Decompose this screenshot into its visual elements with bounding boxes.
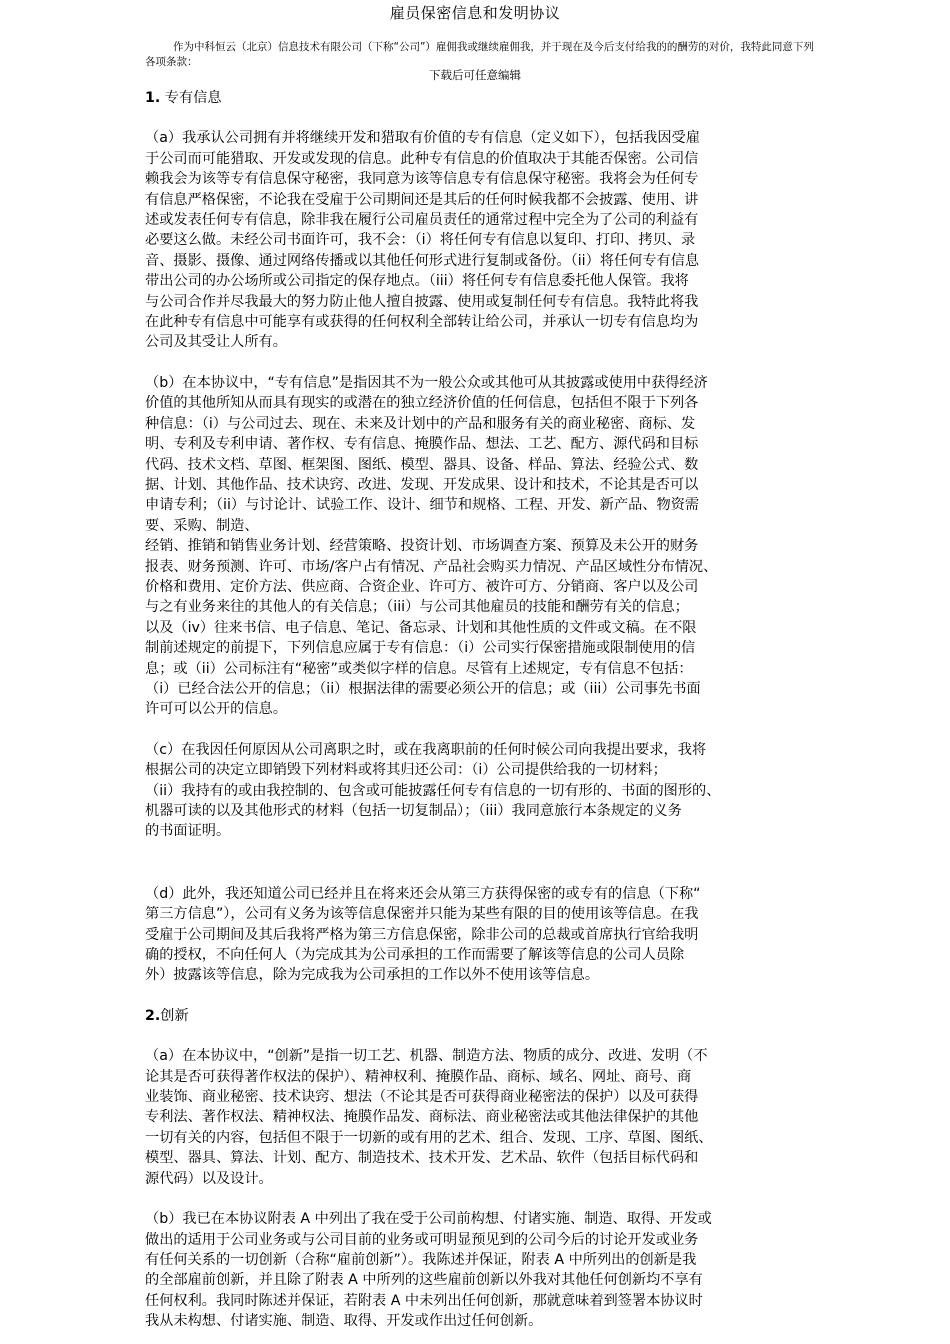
section-title: 专有信息: [160, 90, 222, 106]
clause-2b: （b）我已在本协议附表 A 中列出了我在受于公司前构想、付诸实施、制造、取得、开发或 做出的适用于公司业务或与公司目前的业务或可明显预见到的公司今后的讨论开发或业务 有任何关系的一切创新（合称“雇前创新”）。我陈述并保证，附表 A 中所列出的创新是我 的全部雇前创新，并且除了附表 A 中所列的这些雇前创新以外我对其他任何创新均不享有 任何权利。我同时陈述并保证，若附表 A 中未列出任何创新，那就意味着到签署本协议时 我从未构想、付诸实施、制造、取得、开发或作出过任何创新。: [145, 1211, 712, 1330]
section-title: 创新: [160, 1007, 189, 1024]
clause-1b: （b）在本协议中，“专有信息”是指因其不为一般公众或其他可从其披露或使用中获得经济 价值的其他所知从而具有现实的或潜在的独立经济价值的任何信息，包括但不限于下列各 种信息：（i）与公司过去、现在、未来及计划中的产品和服务有关的商业秘密、商标、发 明、专利及专利申请、著作权、专有信息、掩膜作品、想法、工艺、配方、源代码和目标 代码、技术文档、草图、框架图、图纸、模型、器具、设备、样品、算法、经验公式、数 据、计划、其他作品、技术诀窍、改进、发现、开发成果、设计和技术，不论其是否可以 申请专利；（ii）与讨论计、试验工作、设计、细节和规格、工程、开发、新产品、物资需 要、采购、制造、 经销、推销和销售业务计划、经营策略、投资计划、市场调查方案、预算及未公开的财务 报表、财务预测、许可、市场/客户占有情况、产品社会购买力情况、产品区域性分布情况、 价格和费用、定价方法、供应商、合资企业、许可方、被许可方、分销商、客户以及公司 与之有业务来往的其他人的有关信息；（iii）与公司其他雇员的技能和酬劳有关的信息； 以及（iv）往来书信、电子信息、笔记、备忘录、计划和其他性质的文件或文稿。在不限 制前述规定的前提下，下列信息应属于专有信息：（i）公司实行保密措施或限制使用的信 息；或（ii）公司标注有“秘密”或类似字样的信息。尽管有上述规定，专有信息不包括： （i）已经合法公开的信息；（ii）根据法律的需要必须公开的信息；或（iii）公司事先书面 许可可以公开的信息。: [145, 374, 718, 718]
intro-paragraph: 作为中科恒云（北京）信息技术有限公司（下称“公司”）雇佣我或继续雇佣我，并于现在及今后支付给我的的酬劳的对价，我特此同意下列各项条款：: [145, 41, 814, 68]
section-heading-2: [145, 1006, 813, 1026]
section-number: 2.: [145, 1007, 161, 1024]
edit-note: 下载后可任意编辑: [429, 68, 521, 82]
clause-1d: （d）此外，我还知道公司已经并且在将来还会从第三方获得保密的或专有的信息（下称“ 第三方信息”），公司有义务为该等信息保密并只能为某些有限的目的使用该等信息。在我 受雇于公司期间及其后我将严格为第三方信息保密，除非公司的总裁或首席执行官给我明 确的授权，不向任何人（为完成其为公司承担的工作而需要了解该等信息的公司人员除 外）披露该等信息，除为完成我为公司承担的工作以外不使用该等信息。: [145, 885, 701, 984]
clause-2a: （a）在本协议中，“创新”是指一切工艺、机器、制造方法、物质的成分、改进、发明（不 论其是否可获得著作权法的保护）、精神权利、掩膜作品、商标、域名、网址、商号、商 业装饰、商业秘密、技术诀窍、想法（不论其是否可获得商业秘密法的保护）以及可获得 专利法、著作权法、精神权法、掩膜作品发、商标法、商业秘密法或其他法律保护的其他 一切有关的内容，包括但不限于一切新的或有用的艺术、组合、发现、工序、草图、图纸、 模型、器具、算法、计划、配方、制造技术、技术开发、艺术品、软件（包括目标代码和 源代码）以及设计。: [145, 1048, 713, 1187]
document-title: 雇员保密信息和发明协议: [389, 4, 561, 22]
clause-1c: （c）在我因任何原因从公司离职之时，或在我离职前的任何时候公司向我提出要求，我将 根据公司的决定立即销毁下列材料或将其归还公司：（i）公司提供给我的一切材料； （ii）我持有的或由我控制的、包含或可能披露任何专有信息的一切有形的、书面的图形的、 机器可读的以及其他形式的材料（包括一切复制品）；（iii）我同意旅行本条规定的义务 的书面证明。: [145, 741, 721, 840]
document-body: [145, 88, 813, 1332]
clause-1a: （a）我承认公司拥有并将继续开发和猎取有价值的专有信息（定义如下），包括我因受雇 于公司而可能猎取、开发或发现的信息。此种专有信息的价值取决于其能否保密。公司信 赖我会为该等专有信息保守秘密，我同意为该等信息专有信息保守秘密。我将会为任何专 有信息严格保密，不论我在受雇于公司期间还是其后的任何时候我都不会披露、使用、讲 述或发表任何专有信息，除非我在履行公司雇员责任的通常过程中完全为了公司的利益有 必要这么做。未经公司书面许可，我不会：（i）将任何专有信息以复印、打印、拷贝、录 音、摄影、摄像、通过网络传播或以其他任何形式进行复制或备份。（ii）将任何专有信息 带出公司的办公场所或公司指定的保存地点。（iii）将任何专有信息委托他人保管。我将 与公司合作并尽我最大的努力防止他人擅自披露、使用或复制任何专有信息。我特此将我 在此种专有信息中可能享有或获得的任何权利全部转让给公司，并承认一切专有信息均为 公司及其受让人所有。: [145, 130, 700, 351]
section-heading-1: [145, 88, 813, 108]
section-number: 1.: [145, 90, 161, 106]
